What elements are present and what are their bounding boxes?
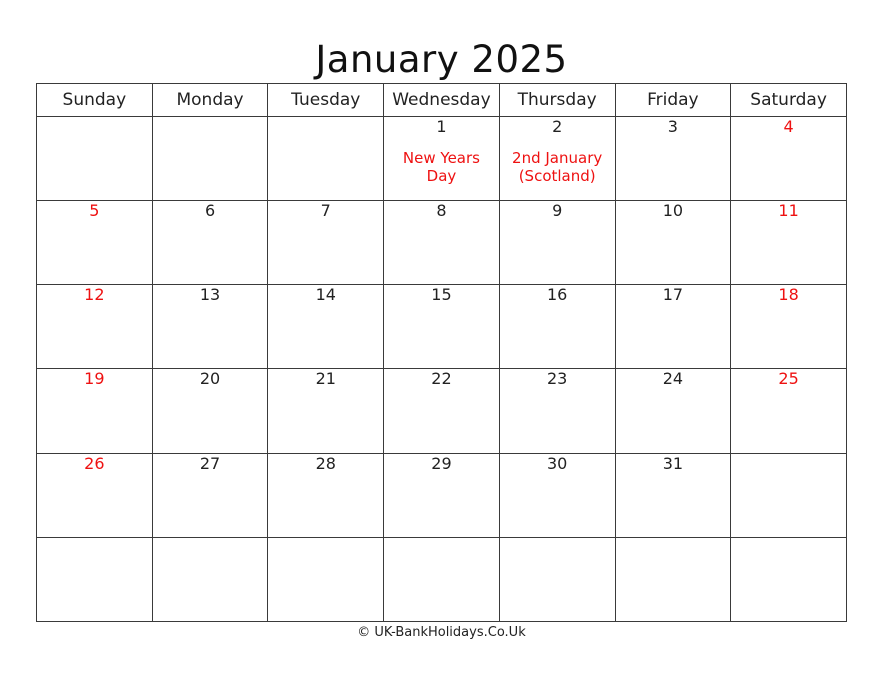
calendar-day-cell	[615, 453, 731, 537]
calendar-day-cell	[499, 285, 615, 369]
day-number: 1	[436, 117, 447, 136]
calendar-day-cell	[268, 285, 384, 369]
day-number: 21	[315, 369, 336, 389]
day-number: 29	[431, 453, 452, 473]
calendar-day-cell	[268, 369, 384, 453]
calendar-day-cell	[384, 369, 500, 453]
calendar-day-cell	[37, 201, 153, 285]
calendar-day-cell	[268, 201, 384, 285]
calendar-day-cell	[499, 453, 615, 537]
weekday-header-tuesday: Tuesday	[268, 84, 384, 117]
day-number: 22	[431, 369, 452, 389]
day-number: 13	[199, 285, 221, 305]
calendar-week-row	[37, 369, 847, 453]
day-number: 28	[315, 453, 336, 473]
calendar-day-cell	[384, 201, 500, 285]
day-number: 17	[662, 285, 684, 305]
calendar-day-cell	[152, 117, 268, 201]
weekday-header-friday: Friday	[615, 84, 731, 117]
calendar-day-cell	[615, 537, 731, 621]
calendar-day-cell	[731, 117, 847, 201]
calendar-day-cell	[268, 537, 384, 621]
day-number: 9	[552, 201, 563, 221]
day-number: 24	[662, 369, 684, 389]
day-number: 30	[546, 453, 568, 473]
calendar-day-cell	[731, 201, 847, 285]
calendar-day-cell	[384, 537, 500, 621]
calendar-day-cell	[268, 117, 384, 201]
calendar-day-cell	[384, 453, 500, 537]
day-number: 5	[89, 201, 100, 221]
calendar-day-cell	[384, 117, 500, 201]
calendar-day-cell	[152, 201, 268, 285]
day-number: 31	[662, 453, 684, 473]
calendar-day-cell	[152, 537, 268, 621]
calendar-day-cell	[152, 285, 268, 369]
day-number: 18	[778, 285, 799, 305]
weekday-header-saturday: Saturday	[731, 84, 847, 117]
day-number: 10	[662, 201, 684, 221]
calendar-week-row	[37, 201, 847, 285]
calendar-day-cell	[731, 285, 847, 369]
day-number: 8	[436, 201, 447, 221]
calendar-body	[37, 117, 847, 622]
calendar-week-row	[37, 117, 847, 201]
calendar-week-row	[37, 285, 847, 369]
day-number: 3	[667, 117, 678, 136]
weekday-header-wednesday: Wednesday	[384, 84, 500, 117]
weekday-header-thursday: Thursday	[499, 84, 615, 117]
day-number: 6	[204, 201, 216, 221]
day-number: 25	[778, 369, 799, 389]
bank-holiday-label: 2nd January (Scotland)	[512, 149, 603, 185]
day-number: 12	[84, 285, 105, 305]
day-number: 14	[315, 285, 336, 305]
calendar-day-cell	[731, 369, 847, 453]
day-number: 15	[431, 285, 452, 305]
day-number: 7	[320, 201, 331, 221]
calendar-day-cell	[615, 117, 731, 201]
day-number: 27	[199, 453, 221, 473]
calendar-day-cell	[152, 369, 268, 453]
calendar-title: January 2025	[315, 38, 568, 81]
day-number: 4	[783, 117, 794, 136]
calendar-day-cell	[37, 453, 153, 537]
calendar-day-cell	[615, 369, 731, 453]
calendar-day-cell	[37, 117, 153, 201]
calendar-day-cell	[499, 369, 615, 453]
calendar-day-cell	[499, 537, 615, 621]
day-number: 11	[778, 201, 799, 221]
copyright-footer: © UK-BankHolidays.Co.Uk	[357, 625, 526, 640]
calendar-day-cell	[37, 369, 153, 453]
day-number: 26	[84, 453, 105, 473]
calendar-day-cell	[37, 285, 153, 369]
calendar-grid	[36, 83, 847, 622]
day-number: 19	[84, 369, 105, 389]
calendar-day-cell	[384, 285, 500, 369]
weekday-header-monday: Monday	[152, 84, 268, 117]
day-number: 2	[552, 117, 563, 136]
bank-holiday-label: New Years Day	[402, 149, 480, 185]
calendar-day-cell	[268, 453, 384, 537]
calendar-day-cell	[731, 453, 847, 537]
calendar-day-cell	[152, 453, 268, 537]
day-number: 23	[546, 369, 568, 389]
day-number: 16	[546, 285, 568, 305]
weekday-header-row	[37, 84, 847, 117]
calendar-week-row	[37, 537, 847, 621]
day-number: 20	[199, 369, 221, 389]
calendar-day-cell	[615, 201, 731, 285]
calendar-day-cell	[37, 537, 153, 621]
calendar-day-cell	[615, 285, 731, 369]
calendar-week-row	[37, 453, 847, 537]
calendar-day-cell	[731, 537, 847, 621]
weekday-header-sunday: Sunday	[37, 84, 153, 117]
calendar-day-cell	[499, 117, 615, 201]
calendar-day-cell	[499, 201, 615, 285]
